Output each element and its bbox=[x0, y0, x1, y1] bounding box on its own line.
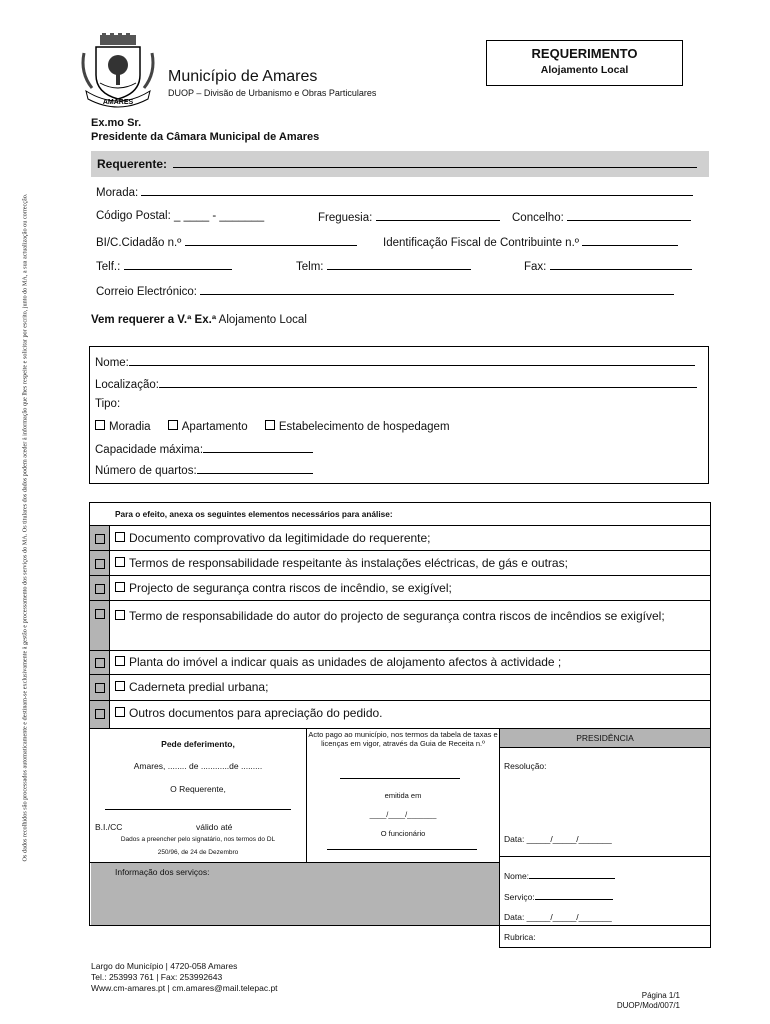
checkbox-icon[interactable] bbox=[95, 683, 105, 693]
property-localizacao-field[interactable] bbox=[95, 377, 697, 391]
annex-item-7-text: Outros documentos para apreciação do pedido. bbox=[115, 706, 383, 720]
svg-text:AMARES: AMARES bbox=[102, 99, 134, 106]
annex-item-4-text: Termo de responsabilidade do autor do projecto de segurança contra riscos de incêndios se exigível; bbox=[115, 606, 695, 627]
checkbox-icon[interactable] bbox=[115, 656, 125, 666]
footer-address bbox=[91, 961, 278, 994]
concelho-label: Concelho: bbox=[512, 212, 564, 224]
codigo-postal-label: Código Postal: bbox=[96, 210, 171, 222]
annex-item-6[interactable] bbox=[95, 680, 109, 698]
page-info bbox=[617, 991, 680, 1011]
option-moradia-label: Moradia bbox=[109, 421, 151, 433]
amares-date-line[interactable]: Amares, ........ de ............de ......... bbox=[133, 761, 263, 771]
bi-label: BI/C.Cidadão n.º bbox=[96, 237, 182, 249]
requerente-line bbox=[173, 167, 697, 168]
property-type-options bbox=[95, 420, 450, 433]
email-field[interactable] bbox=[96, 284, 674, 298]
note-line-1: Dados a preencher pelo signatário, nos termos do DL bbox=[120, 836, 276, 843]
side-privacy-note: Os dados recolhidos são processados automaticamente e destinam-se exclusivamente à gestão e processamento dos serviços do MA. Os titulares dos dados podem aceder à informação que lhes respeite e solicitar por escrito, junto do MA, a sua actualização ou correcção. bbox=[21, 193, 29, 862]
option-apartamento-label: Apartamento bbox=[181, 421, 248, 433]
capacidade-label: Capacidade máxima: bbox=[95, 444, 204, 456]
addressee-title: Presidente da Câmara Municipal de Amares bbox=[91, 131, 320, 143]
funcionario-label: O funcionário bbox=[380, 829, 426, 838]
funcionario-signature-line[interactable] bbox=[327, 849, 477, 850]
page-number: Página 1/1 bbox=[641, 991, 680, 1000]
checkbox-icon[interactable] bbox=[95, 658, 105, 668]
email-label: Correio Electrónico: bbox=[96, 286, 197, 298]
quartos-field[interactable] bbox=[95, 463, 313, 477]
valido-label: válido até bbox=[196, 822, 233, 832]
nif-field[interactable] bbox=[383, 235, 678, 249]
checkbox-icon[interactable] bbox=[115, 681, 125, 691]
requerente-label: Requerente: bbox=[97, 157, 168, 171]
annex-item-5-text: Planta do imóvel a indicar quais as unidades de alojamento afectos à actividade ; bbox=[115, 655, 561, 669]
annex-item-4[interactable] bbox=[95, 606, 109, 624]
property-nome-field[interactable] bbox=[95, 355, 695, 369]
telm-field[interactable] bbox=[296, 259, 471, 273]
capacidade-field[interactable] bbox=[95, 442, 313, 456]
request-statement-bold: Vem requerer a V.ª Ex.ª bbox=[91, 314, 217, 326]
document-subtitle: Alojamento Local bbox=[540, 64, 629, 76]
footer-line-3: Www.cm-amares.pt | cm.amares@mail.telepac.pt bbox=[91, 983, 278, 993]
checkbox-icon[interactable] bbox=[95, 534, 105, 544]
servicos-data-field[interactable]: Data: _____/_____/_______ bbox=[504, 912, 612, 922]
presidencia-label: PRESIDÊNCIA bbox=[576, 733, 634, 743]
municipality-name: Município de Amares bbox=[168, 68, 318, 85]
telf-label: Telf.: bbox=[96, 261, 121, 273]
addressee-salutation: Ex.mo Sr. bbox=[91, 117, 142, 129]
option-hospedagem[interactable] bbox=[265, 421, 450, 433]
requerente-signature-line[interactable] bbox=[105, 809, 291, 810]
pede-deferimento: Pede deferimento, bbox=[161, 739, 235, 749]
checkbox-icon[interactable] bbox=[115, 582, 125, 592]
bi-field[interactable] bbox=[96, 235, 357, 249]
annex-item-3-text: Projecto de segurança contra riscos de incêndio, se exigível; bbox=[115, 581, 452, 595]
checkbox-icon[interactable] bbox=[95, 709, 105, 719]
telm-label: Telm: bbox=[296, 261, 324, 273]
requerente-sign-label: O Requerente, bbox=[170, 784, 226, 794]
morada-label: Morada: bbox=[96, 187, 139, 199]
annex-item-3[interactable] bbox=[95, 581, 109, 599]
option-moradia[interactable] bbox=[95, 421, 151, 433]
footer-line-2: Tel.: 253993 761 | Fax: 253992643 bbox=[91, 972, 223, 982]
servicos-servico-field[interactable]: Serviço: bbox=[504, 891, 613, 902]
footer-line-1: Largo do Município | 4720-058 Amares bbox=[91, 961, 238, 971]
checkbox-icon[interactable] bbox=[115, 610, 125, 620]
property-box bbox=[89, 346, 709, 484]
checkbox-icon[interactable] bbox=[115, 557, 125, 567]
option-apartamento[interactable] bbox=[168, 421, 248, 433]
annex-item-6-text: Caderneta predial urbana; bbox=[115, 680, 268, 694]
checkbox-icon[interactable] bbox=[95, 420, 105, 430]
option-hospedagem-label: Estabelecimento de hospedagem bbox=[278, 421, 450, 433]
requerente-field[interactable] bbox=[91, 151, 709, 177]
morada-field[interactable] bbox=[96, 185, 693, 199]
checkbox-icon[interactable] bbox=[115, 707, 125, 717]
acto-pago-text: Acto pago ao município, nos termos da tabela de taxas e licenças em vigor, através da Guia de Receita n.º bbox=[308, 730, 498, 748]
annex-box bbox=[89, 502, 711, 926]
checkbox-icon[interactable] bbox=[95, 559, 105, 569]
annex-item-1[interactable] bbox=[95, 531, 109, 549]
nif-label: Identificação Fiscal de Contribuinte n.º bbox=[383, 237, 579, 249]
checkbox-icon[interactable] bbox=[115, 532, 125, 542]
property-tipo-label: Tipo: bbox=[95, 398, 121, 410]
request-statement bbox=[91, 314, 307, 326]
telf-field[interactable] bbox=[96, 259, 232, 273]
bicc-label: B.I./CC bbox=[95, 822, 123, 832]
addressee bbox=[91, 116, 319, 144]
emitida-label: emitida em bbox=[384, 791, 422, 800]
freguesia-field[interactable] bbox=[318, 210, 500, 224]
codigo-postal-blank: _ ____ - _______ bbox=[174, 210, 265, 222]
municipal-crest bbox=[78, 33, 158, 109]
request-statement-rest: Alojamento Local bbox=[216, 314, 307, 326]
annex-item-7[interactable] bbox=[95, 706, 109, 724]
department-name: DUOP – Divisão de Urbanismo e Obras Particulares bbox=[168, 88, 377, 98]
annex-header: Para o efeito, anexa os seguintes elementos necessários para análise: bbox=[115, 509, 393, 519]
fax-field[interactable] bbox=[524, 259, 692, 273]
checkbox-icon[interactable] bbox=[265, 420, 275, 430]
property-nome-label: Nome: bbox=[95, 357, 129, 369]
form-code: DUOP/Mod/007/1 bbox=[616, 1001, 680, 1010]
annex-item-2-text: Termos de responsabilidade respeitante às instalações eléctricas, de gás e outras; bbox=[115, 556, 568, 570]
concelho-field[interactable] bbox=[512, 210, 691, 224]
rubrica-box bbox=[499, 926, 711, 948]
annex-item-5[interactable] bbox=[95, 655, 109, 673]
document-title-box bbox=[486, 40, 683, 86]
property-localizacao-label: Localização: bbox=[95, 379, 159, 391]
quartos-label: Número de quartos: bbox=[95, 465, 197, 477]
checkbox-icon[interactable] bbox=[95, 609, 105, 619]
info-servicos-label: Informação dos serviços: bbox=[115, 867, 210, 877]
checkbox-icon[interactable] bbox=[95, 584, 105, 594]
resolucao-date[interactable]: Data: _____/_____/_______ bbox=[504, 834, 612, 844]
note-line-2: 250/96, de 24 de Dezembro bbox=[157, 849, 239, 856]
annex-item-1-text: Documento comprovativo da legitimidade do requerente; bbox=[115, 531, 431, 545]
checkbox-icon[interactable] bbox=[168, 420, 178, 430]
rubrica-label: Rubrica: bbox=[504, 932, 536, 942]
freguesia-label: Freguesia: bbox=[318, 212, 373, 224]
guia-receita-line[interactable] bbox=[340, 778, 460, 779]
annex-item-2[interactable] bbox=[95, 556, 109, 574]
codigo-postal-field[interactable] bbox=[96, 210, 264, 222]
fax-label: Fax: bbox=[524, 261, 547, 273]
servicos-nome-field[interactable]: Nome: bbox=[504, 870, 615, 881]
document-title: REQUERIMENTO bbox=[531, 46, 638, 61]
resolucao-label: Resolução: bbox=[504, 761, 547, 771]
emitida-date[interactable]: ____/____/_______ bbox=[369, 810, 437, 819]
